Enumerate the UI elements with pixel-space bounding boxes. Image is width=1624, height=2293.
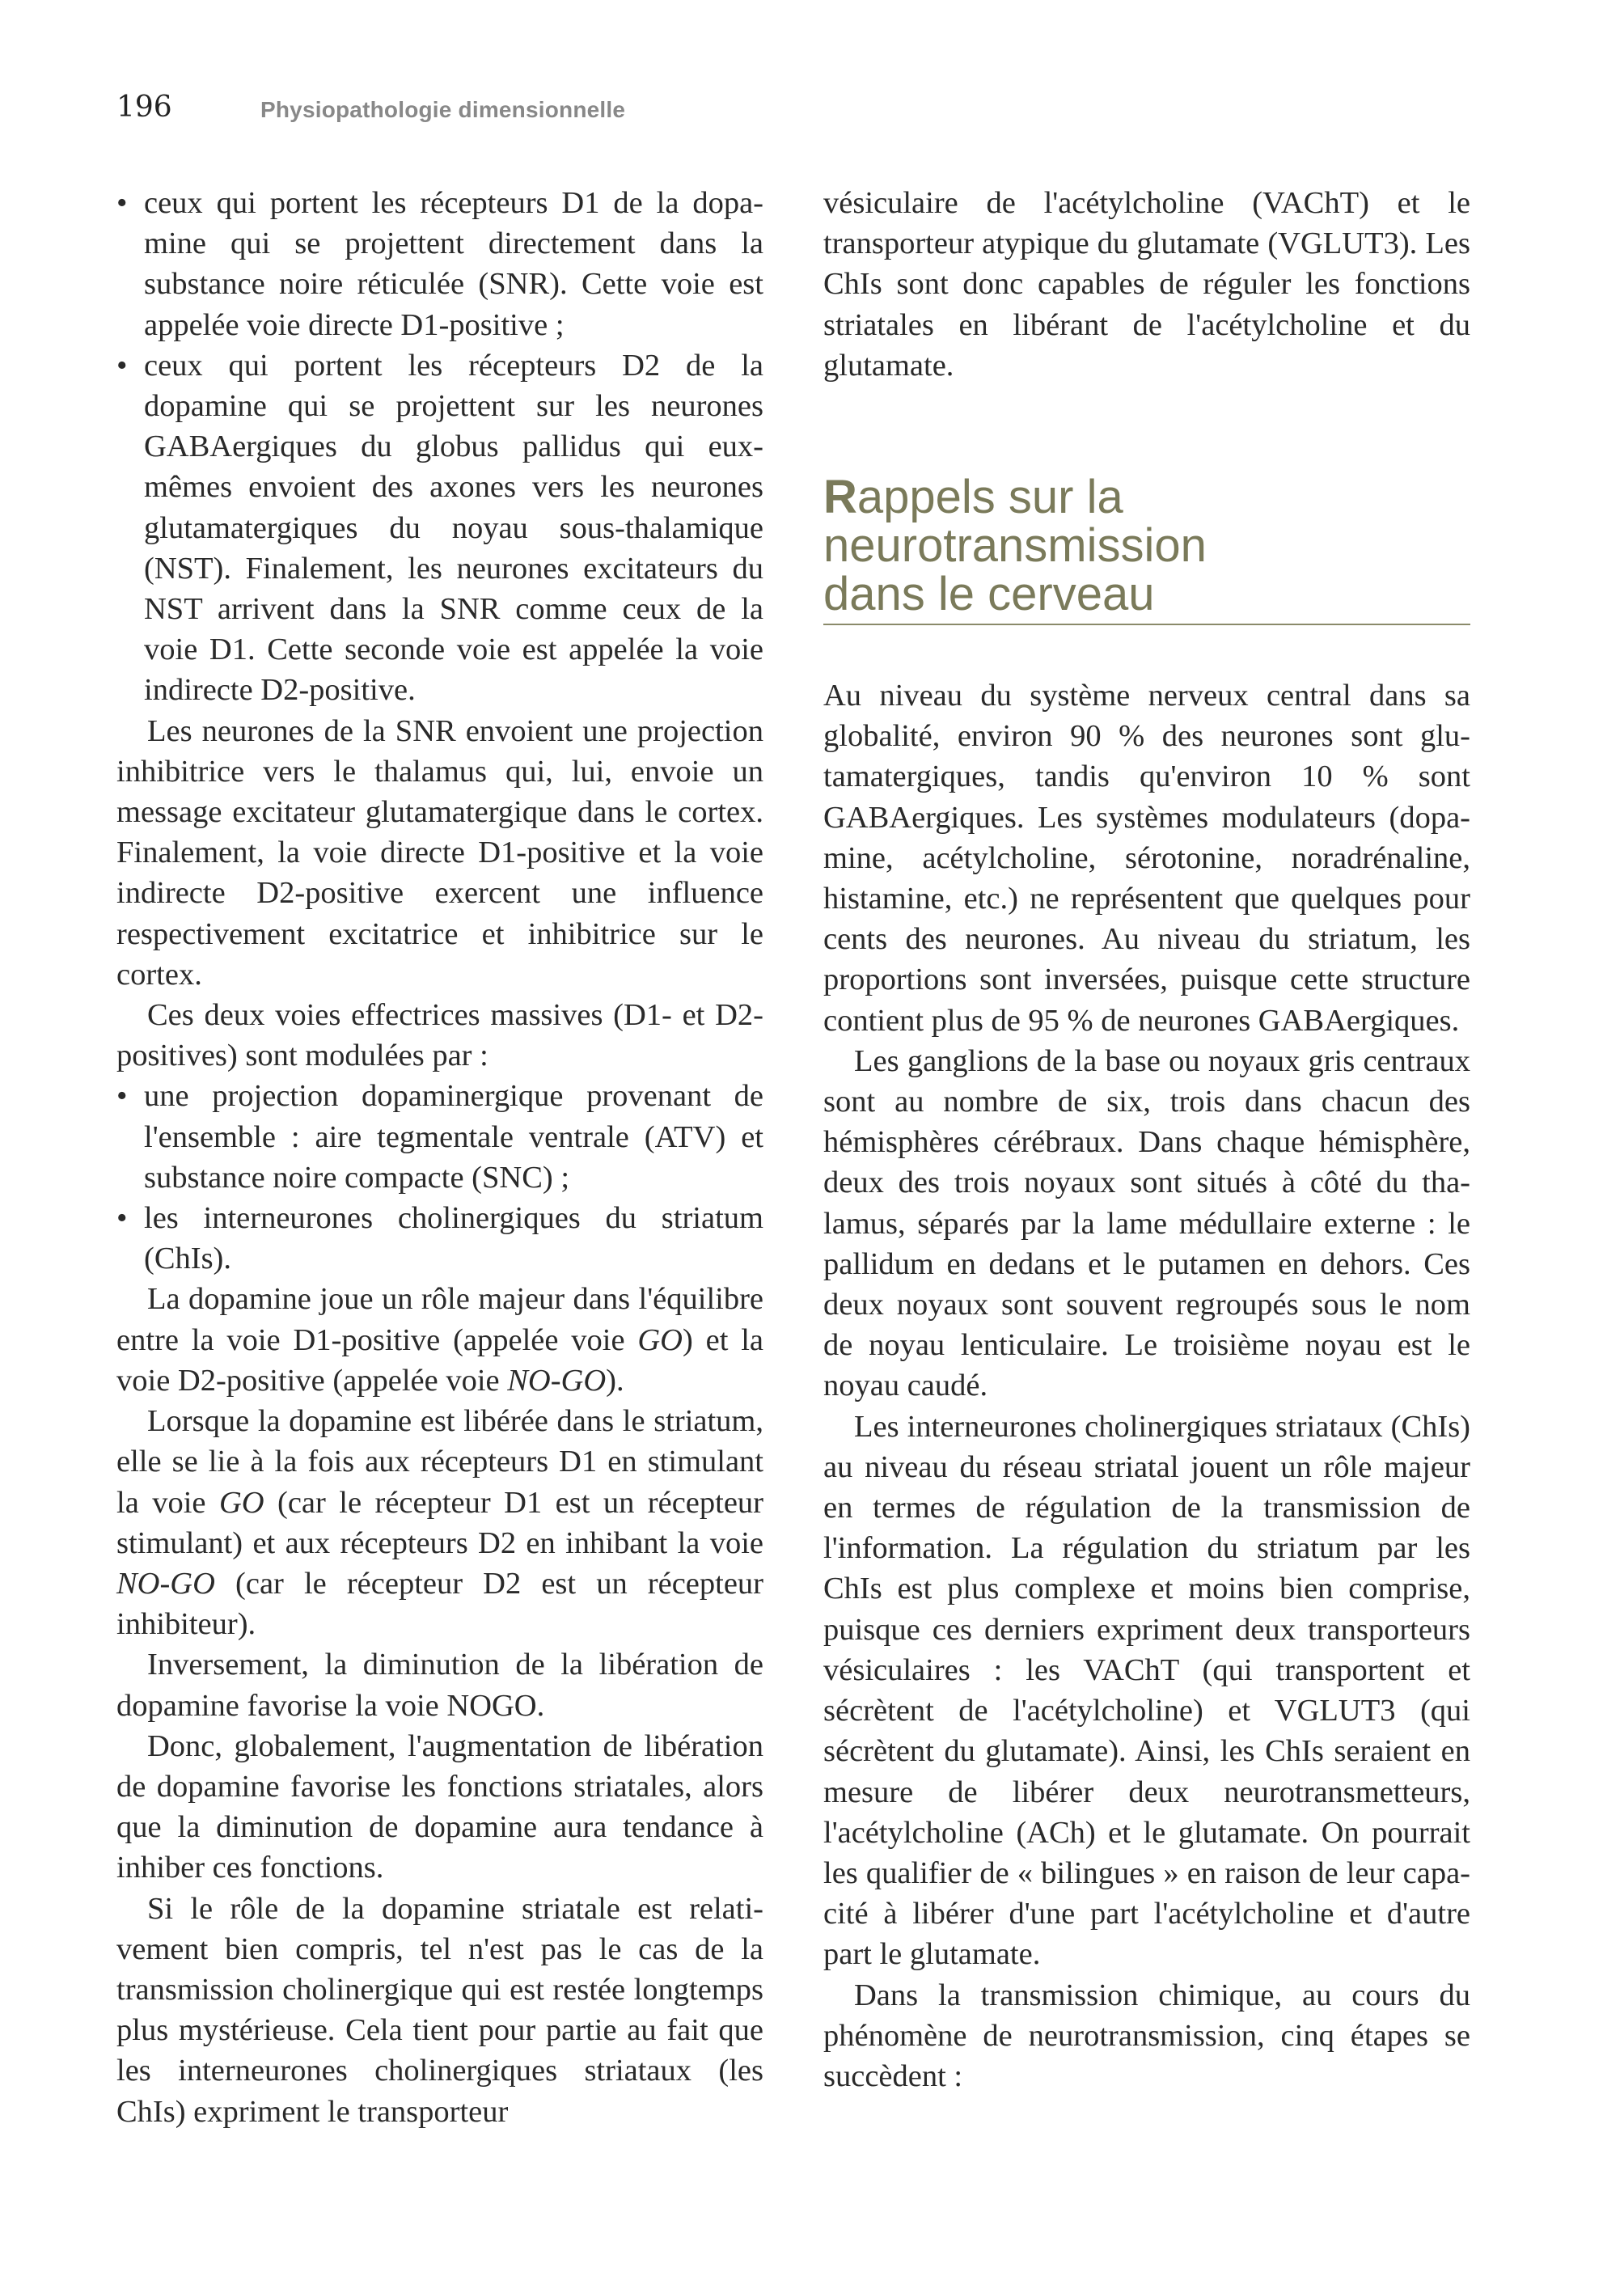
- paragraph: Dans la transmission chimique, au cours du phénomène de neurotransmission, cinq étapes se succèdent :: [823, 1978, 1470, 2093]
- text-run: ) et la voie D2-positive (appelée voie: [116, 1322, 764, 1398]
- text-run: Lorsque la dopamine est libérée dans le striatum, elle se lie à la fois aux récepteurs D1 en stimulant la voie: [116, 1404, 763, 1520]
- paragraph: Au niveau du système nerveux central dans sa globalité, environ 90 % des neurones sont glutamatergiques, tandis qu'environ 10 % sont GABAergiques. Les systèmes modulateurs (dopamine, acétylcholine, sérotonine, noradrénaline, histamine, etc.) ne représentent que quelques pour cents des neurones. Au niveau du striatum, les proportions sont inversées, puisque cette structure contient plus de 95 % de neurones GABAergiques.: [823, 679, 1470, 1038]
- paragraph: Ces deux voies effectrices massives (D1- et D2-positives) sont modulées par :: [116, 998, 763, 1073]
- page-number: 196: [116, 91, 172, 124]
- paragraph: Les interneurones cholinergiques striataux (ChIs) au niveau du réseau striatal jouent un rôle majeur en termes de régulation de la transmission de l'information. La régulation du striatum par les ChIs est plus complexe et moins bien comprise, puisque ces derniers expriment deux transporteurs vésiculaires : les VAChT (qui transportent et sécrètent de l'acétylcholine) et VGLUT3 (qui sécrètent du glutamate). Ainsi, les ChIs seraient en mesure de libérer deux neurotransmetteurs, l'acétylcholine (ACh) et le glutamate. On pourrait les qualifier de « bilingues » en raison de leur capacité à libérer d'une part l'acétylcholine et d'autre part le glutamate.: [823, 1409, 1470, 1972]
- text-run: (car le récepteur D2 est un récepteur inhibiteur).: [116, 1566, 763, 1642]
- text-run: ).: [606, 1363, 624, 1398]
- pathway-list: [116, 183, 763, 711]
- text-run: La dopamine joue un rôle majeur dans l'équilibre entre la voie D1-positive (appelée voie: [116, 1282, 763, 1357]
- modulator-list: [116, 1076, 763, 1279]
- left-column: [116, 183, 763, 2132]
- italic-term: NO-GO: [507, 1363, 607, 1398]
- list-item: • ceux qui portent les récepteurs D1 de la dopamine qui se projettent directement dans la substance noire réticulée (SNR). Cette voie est appelée voie directe D1-positive ;: [116, 183, 763, 345]
- paragraph: vésiculaire de l'acétylcholine (VAChT) et le transporteur atypique du glutamate (VGLUT3). Les ChIs sont donc capables de réguler les fonctions striatales en libérant de l'acétylcholine et du glutamate.: [823, 186, 1470, 383]
- paragraph: Si le rôle de la dopamine striatale est relativement bien compris, tel n'est pas le cas de la transmission cholinergique qui est restée longtemps plus mystérieuse. Cela tient pour partie au fait que les interneurones cholinergiques striataux (les ChIs) expriment le transporteur: [116, 1891, 763, 2129]
- heading-initial: R: [823, 471, 857, 524]
- list-item: • ceux qui portent les récepteurs D2 de la dopamine qui se projettent sur les neurones GABAergiques du globus pallidus qui eux-mêmes envoient des axones vers les neurones glutamatergiques du noyau sous-thalamique (NST). Finalement, les neurones excitateurs du NST arrivent dans la SNR comme ceux de la voie D1. Cette seconde voie est appelée la voie indirecte D2-positive.: [116, 345, 763, 711]
- heading-text: dans le cerveau: [823, 568, 1155, 621]
- italic-term: GO: [218, 1485, 264, 1520]
- italic-term: GO: [637, 1322, 683, 1357]
- section-heading: [823, 473, 1470, 625]
- right-column: [823, 183, 1470, 2096]
- paragraph: [116, 1279, 763, 1401]
- list-item: • une projection dopaminergique provenant de l'ensemble : aire tegmentale ventrale (ATV) et substance noire compacte (SNC) ;: [116, 1076, 763, 1198]
- heading-text: appels sur la: [856, 471, 1123, 524]
- running-title: Physiopathologie dimensionnelle: [260, 97, 626, 122]
- paragraph: [116, 1401, 763, 1644]
- text-run: (car le récepteur D1 est un récepteur stimulant) et aux récepteurs D2 en inhibant la voie: [116, 1485, 763, 1560]
- paragraph: Inversement, la diminution de la libération de dopamine favorise la voie NOGO.: [116, 1648, 763, 1723]
- list-item: • les interneurones cholinergiques du striatum (ChIs).: [116, 1198, 763, 1279]
- paragraph: Donc, globalement, l'augmentation de libération de dopamine favorise les fonctions striatales, alors que la diminution de dopamine aura tendance à inhiber ces fonctions.: [116, 1728, 763, 1885]
- heading-text: neurotransmission: [823, 519, 1207, 573]
- italic-term: NO-GO: [116, 1566, 215, 1601]
- paragraph: Les neurones de la SNR envoient une projection inhibitrice vers le thalamus qui, lui, envoie un message excitateur glutamatergique dans le cortex. Finalement, la voie directe D1-positive et la voie indirecte D2-positive exercent une influence respectivement excitatrice et inhibitrice sur le cortex.: [116, 713, 763, 992]
- paragraph: Les ganglions de la base ou noyaux gris centraux sont au nombre de six, trois dans chacun des hémisphères cérébraux. Dans chaque hémisphère, deux des trois noyaux sont situés à côté du thalamus, séparés par la lame médullaire externe : le pallidum en dedans et le putamen en dehors. Ces deux noyaux sont souvent regroupés sous le nom de noyau lenticulaire. Le troisième noyau est le noyau caudé.: [823, 1043, 1470, 1403]
